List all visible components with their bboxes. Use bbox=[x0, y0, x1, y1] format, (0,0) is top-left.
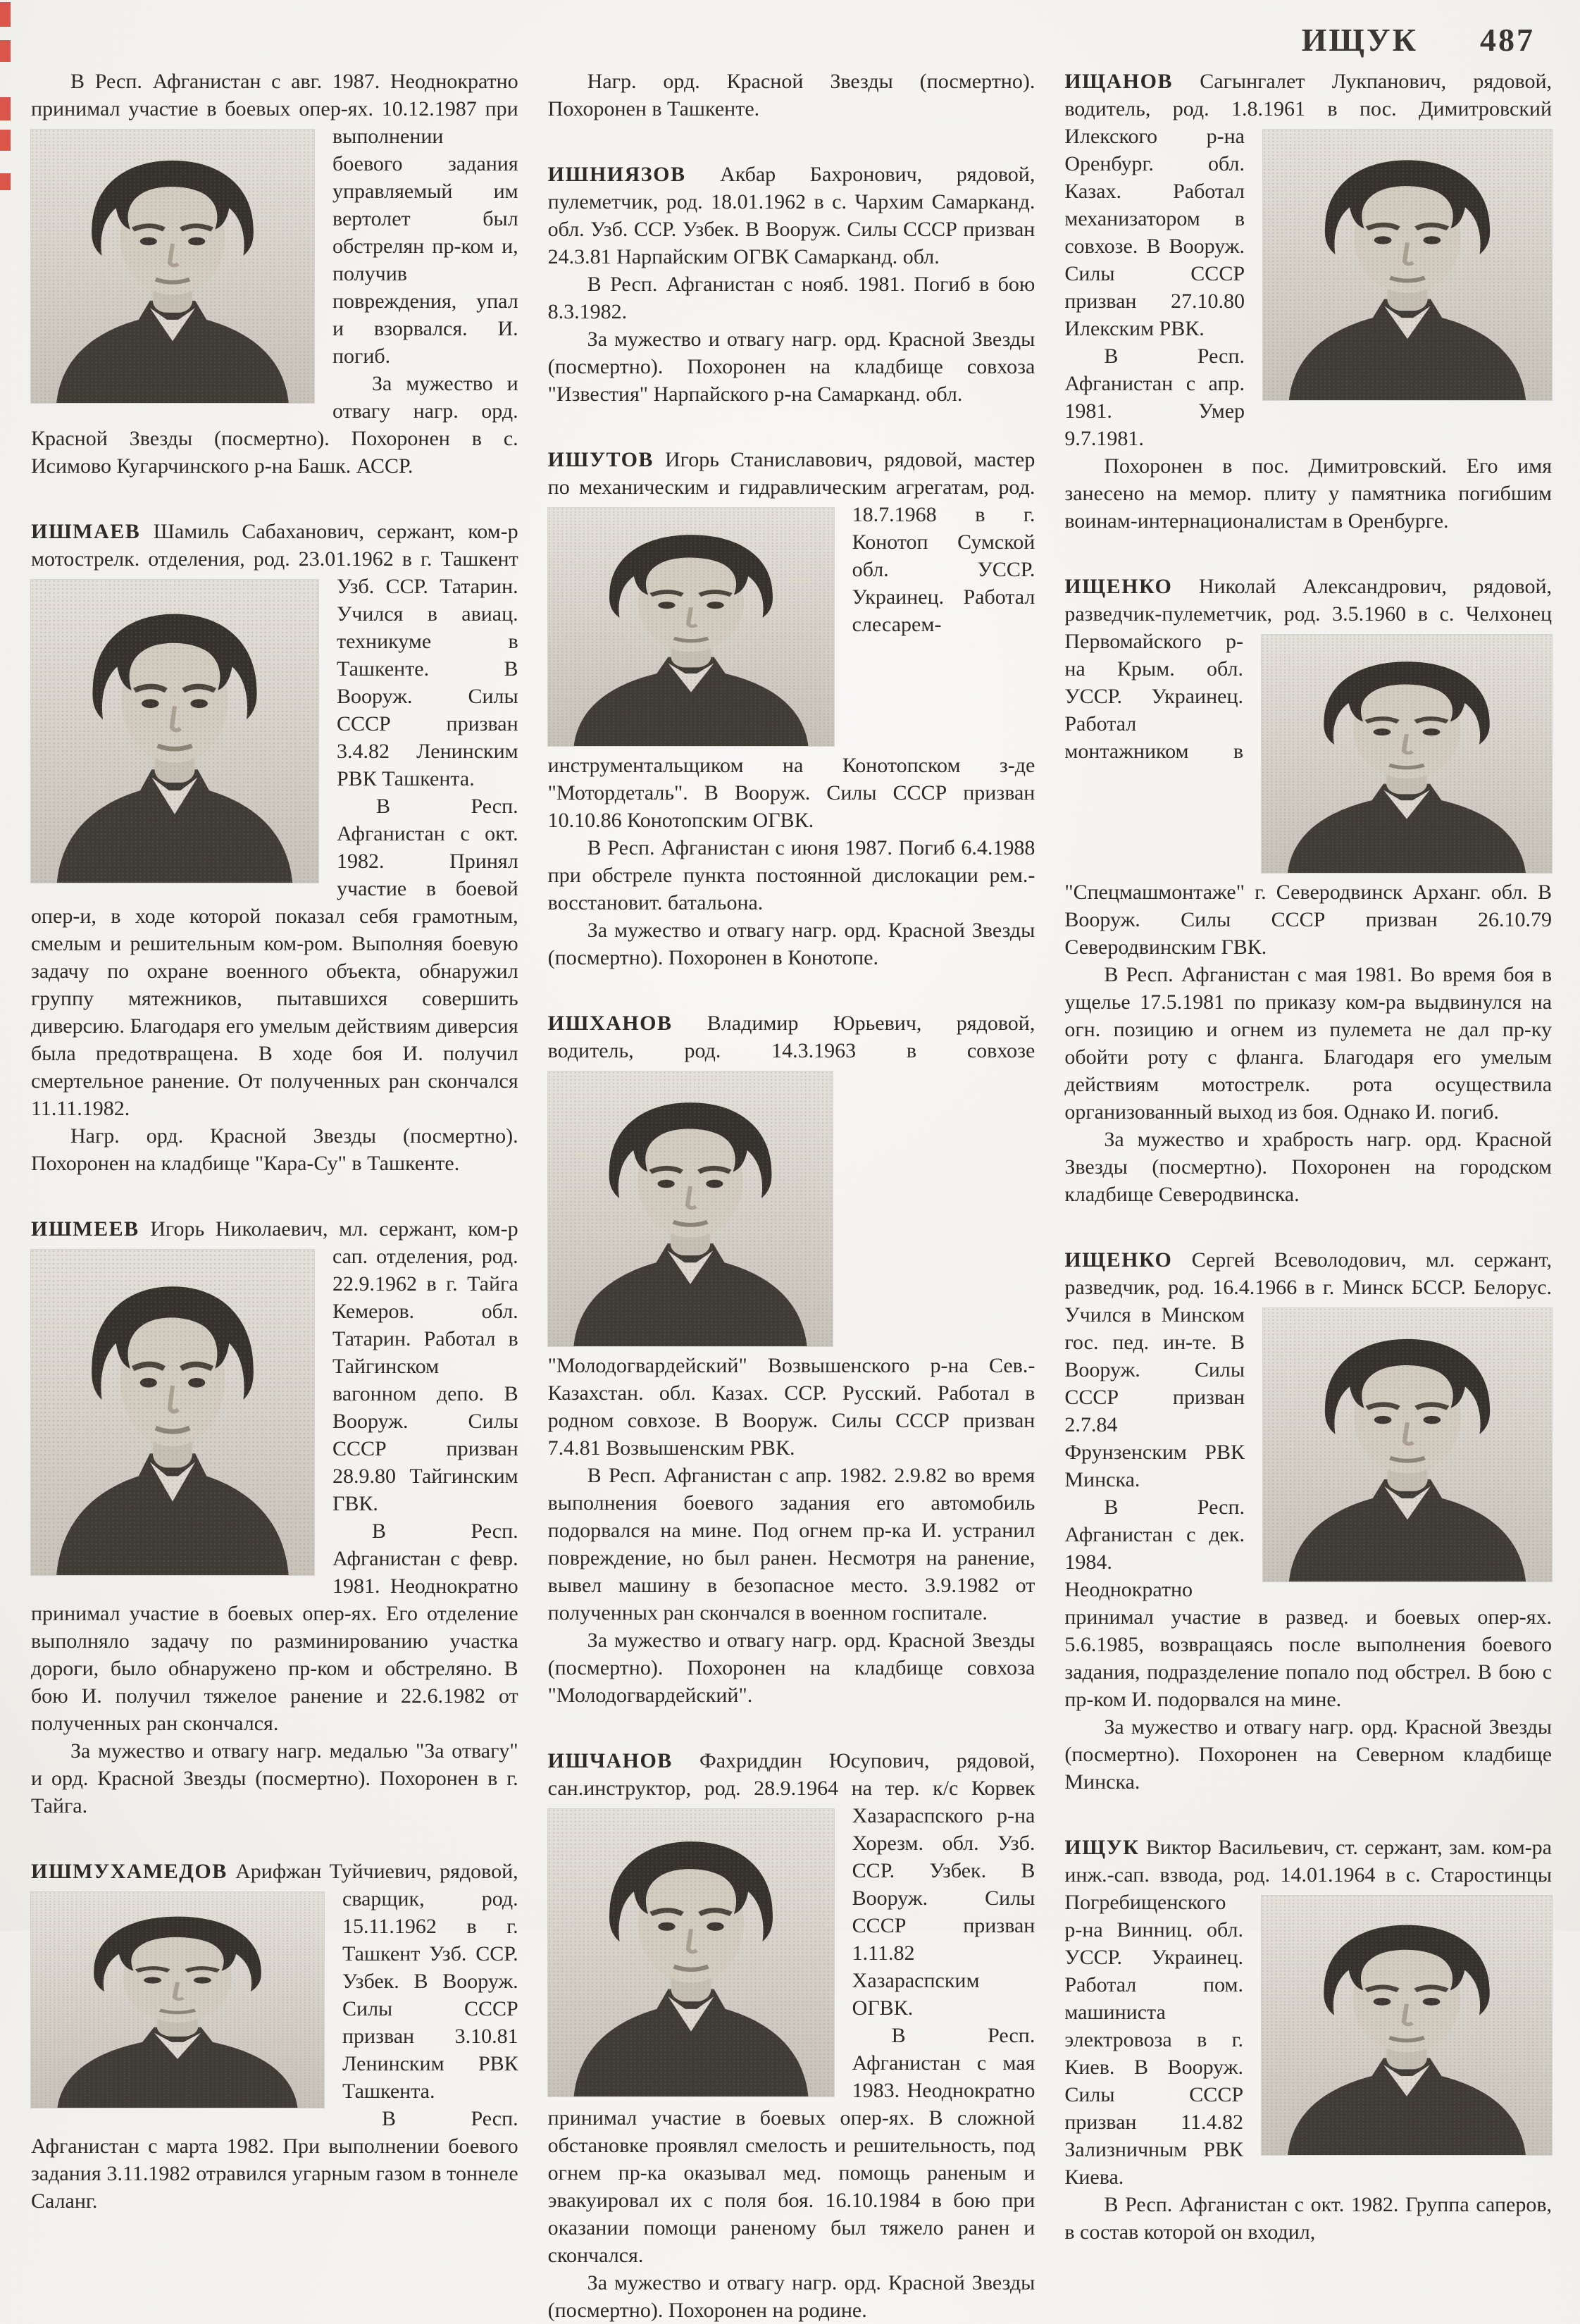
portrait-photo bbox=[31, 130, 314, 403]
portrait-photo bbox=[1263, 130, 1552, 400]
entry-ishmaev bbox=[31, 518, 518, 1177]
column-1 bbox=[31, 68, 518, 2324]
entry-ishchenko-nikolai bbox=[1064, 573, 1552, 1208]
portrait-photo bbox=[31, 1892, 324, 2108]
page-number: 487 bbox=[1480, 22, 1535, 58]
entry-lead: Виктор Васильевич, ст. сержант, зам. ком-ра инж.-сап. взвода, род. bbox=[1064, 1836, 1553, 1887]
entry-text bbox=[1064, 68, 1552, 342]
entry-continuation bbox=[31, 68, 518, 480]
entry-ishniyazov bbox=[548, 161, 1035, 408]
entry-body: Минск БССР. Белорус. Учился в Минском гос. пед. ин-те. В Вооруж. Силы СССР призван 2.7.84 Фрунзенским РВК Минска. bbox=[1064, 1276, 1553, 1491]
entry-paragraph: В Респ. Афганистан с февр. 1981. Неоднократно принимал участие в боевых опер-ях. Его отделение выполняло задачу по разминированию участка дороги, было обнаружено пр-ком и обстреляно. В бою И. получил тяжелое ранение и 22.6.1982 от полученных ран скончался. bbox=[31, 1520, 518, 1735]
entry-paragraph: Нагр. орд. Красной Звезды (посмертно). Похоронен на кладбище "Кара-Су" в Ташкенте. bbox=[31, 1124, 518, 1175]
entry-paragraph: В Респ. Афганистан с мая 1981. Во время боя в ущелье 17.5.1981 по приказу ком-ра выдвинулся на огн. позицию и огнем из пулемета не дал пр-ку обойти роту с фланга. Благодаря его умелым действиям мотострелк. рота осуществила организованный выход из боя. Однако И. погиб. bbox=[1064, 963, 1553, 1124]
entry-text bbox=[1064, 573, 1552, 961]
entry-body: 14.01.1964 в с. Старостинцы Погребищенского р-на Винниц. обл. УССР. Украинец. Работал пом. машиниста электровоза в г. Киев. В Вооруж. Силы СССР призван 11.4.82 Зализничным РВК Киева. bbox=[1064, 1863, 1553, 2189]
portrait-photo bbox=[1263, 1308, 1552, 1582]
entry-surname: ИШЧАНОВ bbox=[547, 1749, 673, 1772]
portrait-photo bbox=[548, 1071, 833, 1346]
entry-paragraph: В Респ. Афганистан с окт. 1982. Принял участие в боевой опер-и, в ходе которой показал себя грамотным, смелым и решительным ком-ром. Выполняя боевую задачу по охране военного объекта, обнаружил группу мятежников, пытавшихся совершить диверсию. Благодаря его умелым действиям диверсия была предотвращена. В ходе боя И. получил смертельное ранение. От полученных ран скончался 11.11.1982. bbox=[31, 795, 518, 1120]
entry-body: 10.12.1987 при выполнении боевого задания управляемый им вертолет был обстрелян пр-ком и, получив повреждения, упал и взорвался. И. погиб. bbox=[332, 97, 518, 368]
entry-surname: ИЩАНОВ bbox=[1064, 70, 1173, 93]
entry-paragraph: В Респ. Афганистан с мая 1983. Неоднократно принимал участие в боевых опер-ях. В сложной обстановке проявлял смелость и решительность, под огнем пр-ка оказывал мед. помощь раненым и эвакуировал их с поля боя. 16.10.1984 в бою при оказании помощи раненому был тяжело ранен и скончался. bbox=[547, 2024, 1035, 2267]
entry-text bbox=[1064, 1834, 1552, 2191]
entry-body: в с. Челхонец Первомайского р-на Крым. обл. УССР. Украинец. Работал монтажником в "Спецмашмонтаже" г. Северодвинск Арханг. обл. В Вооруж. Силы СССР призван 26.10.79 Северодвинским ГВК. bbox=[1064, 602, 1553, 959]
entry-ishmeev bbox=[31, 1215, 518, 1820]
entry-text bbox=[548, 446, 1035, 834]
entry-ishkhanov bbox=[548, 1009, 1035, 1709]
entry-lead: Арифжан Туйчиевич, bbox=[227, 1860, 440, 1883]
entry-paragraph: В Респ. Афганистан с апр. 1981. Умер 9.7.1981. bbox=[1064, 344, 1245, 450]
portrait-photo bbox=[31, 1250, 314, 1575]
portrait-photo bbox=[1262, 635, 1552, 873]
entry-lead: Сагынгалет Лукпанович, рядовой, водитель, род. 1.8.1961 в пос. bbox=[1064, 70, 1553, 120]
entry-surname: ИШМАЕВ bbox=[31, 520, 141, 543]
entry-lead: Фахриддин Юсупович, рядовой, сан.инструктор, род. 28.9.1964 на bbox=[547, 1749, 1035, 1800]
entry-text bbox=[548, 1747, 1035, 2022]
entry-paragraph: За мужество и отвагу нагр. орд. Красной Звезды (посмертно). Похоронен на кладбище совхоза "Известия" Нарпайского р-на Самарканд. обл. bbox=[547, 328, 1035, 406]
entry-body: рядовой, сварщик, род. 15.11.1962 в г. Ташкент Узб. ССР. Узбек. В Вооруж. Силы СССР призван 3.10.81 Ленинским РВК Ташкента. bbox=[342, 1860, 518, 2103]
running-header bbox=[1302, 21, 1535, 58]
entry-ishutov bbox=[548, 446, 1035, 971]
entry-lead: Шамиль Сабаханович, сержант, ком-р мотострелк. отделения, род. bbox=[31, 520, 518, 571]
entry-text bbox=[31, 1215, 518, 1517]
entry-ishchuk bbox=[1064, 1834, 1552, 2246]
entry-body: Димитровский Илекского р-на Оренбург. обл. Казах. Работал механизатором в совхозе. В Вооруж. Силы СССР призван 27.10.80 Илекским РВК. bbox=[1064, 97, 1553, 340]
entry-surname: ИЩЕНКО bbox=[1064, 575, 1173, 598]
entry-surname: ИШХАНОВ bbox=[547, 1012, 673, 1035]
entry-body: 22.9.1962 в г. Тайга Кемеров. обл. Татарин. Работал в Тайгинском вагонном депо. В Вооруж. Силы СССР призван 28.9.80 Тайгинским ГВК. bbox=[332, 1272, 518, 1515]
entry-surname: ИШМУХАМЕДОВ bbox=[31, 1860, 228, 1883]
entry-lead: Николай Александрович, рядовой, разведчик-пулеметчик, род. 3.5.1960 bbox=[1064, 575, 1553, 626]
entry-body: 23.01.1962 в г. Ташкент Узб. ССР. Татарин. Учился в авиац. техникуме в Ташкенте. В Вооруж. Силы СССР призван 3.4.82 Ленинским РВК Ташкента. bbox=[298, 547, 518, 790]
entry-body: "Молодогвардейский" Возвышенского р-на Сев.-Казахстан. обл. Казах. ССР. Русский. Работал в родном совхозе. В Вооруж. Силы СССР призван 7.4.81 Возвышенским РВК. bbox=[547, 1354, 1035, 1460]
entry-ishchanov-sagyngalet bbox=[1064, 68, 1552, 535]
entry-text bbox=[31, 68, 518, 370]
running-head-word: ИЩУК bbox=[1301, 22, 1418, 58]
entry-paragraph: В Респ. Афганистан с окт. 1982. Группа саперов, в состав которой он входил, bbox=[1064, 2193, 1553, 2244]
entry-ishchenko-sergei bbox=[1064, 1246, 1552, 1796]
entry-paragraph: За мужество и отвагу нагр. медалью "За отвагу" и орд. Красной Звезды (посмертно). Похоронен в г. Тайга. bbox=[31, 1739, 518, 1817]
entry-surname: ИЩЕНКО bbox=[1064, 1248, 1173, 1272]
entry-body: тер. к/с Корвек Хазараспского р-на Хорезм. обл. Узб. ССР. Узбек. В Вооруж. Силы СССР призван 1.11.82 Хазараспским ОГВК. bbox=[852, 1777, 1035, 2020]
entry-text bbox=[1064, 1246, 1552, 1493]
entry-lead: Акбар Бахронович, рядовой, пулеметчик, род. 18.01.1962 в с. Чархим Самарканд. обл. Узб. ССР. Узбек. В Вооруж. Силы СССР призван 24.3.81 Нарпайским ОГВК Самарканд. обл. bbox=[547, 163, 1035, 268]
entry-paragraph: За мужество и отвагу нагр. орд. Красной Звезды (посмертно). Похоронен на Северном кладбище Минска. bbox=[1064, 1715, 1553, 1794]
entry-paragraph: За мужество и отвагу нагр. орд. Красной Звезды (посмертно). Похоронен в Конотопе. bbox=[547, 919, 1035, 969]
entry-lead: В Респ. Афганистан с авг. 1987. Неоднократно принимал участие в боевых опер-ях. bbox=[31, 70, 518, 120]
entry-paragraph: В Респ. Афганистан с апр. 1982. 2.9.82 во время выполнения боевого задания его автомобиль подорвался на мине. Под огнем пр-ка И. устранил повреждение, но был ранен. Несмотря на ранение, вывел машину в безопасное место. 3.9.1982 от полученных ран скончался в военном госпитале. bbox=[547, 1464, 1035, 1624]
column-3 bbox=[1064, 68, 1552, 2324]
portrait-photo bbox=[548, 1809, 834, 2096]
entry-paragraph: В Респ. Афганистан с дек. 1984. Неоднократно принимал участие в развед. и боевых опер-ях. 5.6.1985, возвращаясь после выполнения боевого задания, подразделение попало под обстрел. В бою с пр-ком И. подорвался на мине. bbox=[1064, 1496, 1553, 1711]
entry-surname: ИШУТОВ bbox=[547, 448, 654, 471]
portrait-photo bbox=[1262, 1896, 1552, 2155]
entry-lead: Игорь Станиславович, рядовой, мастер по механическим и гидравлическим bbox=[547, 448, 1035, 499]
entry-paragraph: Нагр. орд. Красной Звезды (посмертно). Похоронен в Ташкенте. bbox=[547, 70, 1035, 120]
entry-paragraph: Похоронен в пос. Димитровский. Его имя занесено на мемор. плиту у памятника погибшим воинам-интернационалистам в Оренбурге. bbox=[1064, 454, 1553, 533]
column-2 bbox=[548, 68, 1035, 2324]
entry-surname: ИШМЕЕВ bbox=[31, 1217, 139, 1241]
entry-text bbox=[548, 1009, 1035, 1462]
entry-surname: ИШНИЯЗОВ bbox=[547, 163, 686, 186]
entry-ishmukhamedov bbox=[31, 1858, 518, 2215]
entry-lead: Сергей Всеволодович, мл. сержант, разведчик, род. 16.4.1966 в г. bbox=[1064, 1248, 1553, 1299]
entry-paragraph: В Респ. Афганистан с марта 1982. При выполнении боевого задания 3.11.1982 отравился угарным газом в тоннеле Саланг. bbox=[31, 2107, 518, 2213]
entry-paragraph: За мужество и отвагу нагр. орд. Красной Звезды (посмертно). Похоронен в с. Исимово Кугарчинского р-на Башк. АССР. bbox=[31, 372, 518, 478]
entry-lead: Владимир Юрьевич, рядовой, водитель, род. 14.3.1963 в совхозе bbox=[547, 1012, 1035, 1062]
entry-surname: ИЩУК bbox=[1064, 1836, 1140, 1859]
entry-paragraph: За мужество и отвагу нагр. орд. Красной Звезды (посмертно). Похоронен на родине. bbox=[547, 2271, 1035, 2322]
entry-paragraph: В Респ. Афганистан с июня 1987. Погиб 6.4.1988 при обстреле пункта постоянной дислокации рем.-восстановит. батальона. bbox=[547, 836, 1035, 914]
entry-lead: Игорь Николаевич, мл. сержант, ком-р сап. отделения, род. bbox=[139, 1217, 518, 1268]
portrait-photo bbox=[31, 580, 318, 883]
entry-ishchanov bbox=[548, 1747, 1035, 2324]
entry-paragraph: В Респ. Афганистан с нояб. 1981. Погиб в бою 8.3.1982. bbox=[547, 273, 1035, 323]
entry-body: агрегатам, род. 18.7.1968 в г. Конотоп Сумской обл. УССР. Украинец. Работал слесарем-инструментальщиком на Конотопском з-де "Мотордеталь". В Вооруж. Силы СССР призван 10.10.86 Конотопским ОГВК. bbox=[547, 476, 1035, 832]
entry-text bbox=[548, 161, 1035, 271]
portrait-photo bbox=[548, 508, 834, 746]
entry-paragraph: За мужество и храбрость нагр. орд. Красной Звезды (посмертно). Похоронен на городском кладбище Северодвинска. bbox=[1064, 1128, 1553, 1206]
entry-paragraph: За мужество и отвагу нагр. орд. Красной Звезды (посмертно). Похоронен на кладбище совхоза "Молодогвардейский". bbox=[547, 1629, 1035, 1707]
entry-text bbox=[31, 518, 518, 793]
entry-continuation bbox=[548, 68, 1035, 123]
entry-text bbox=[31, 1858, 518, 2105]
